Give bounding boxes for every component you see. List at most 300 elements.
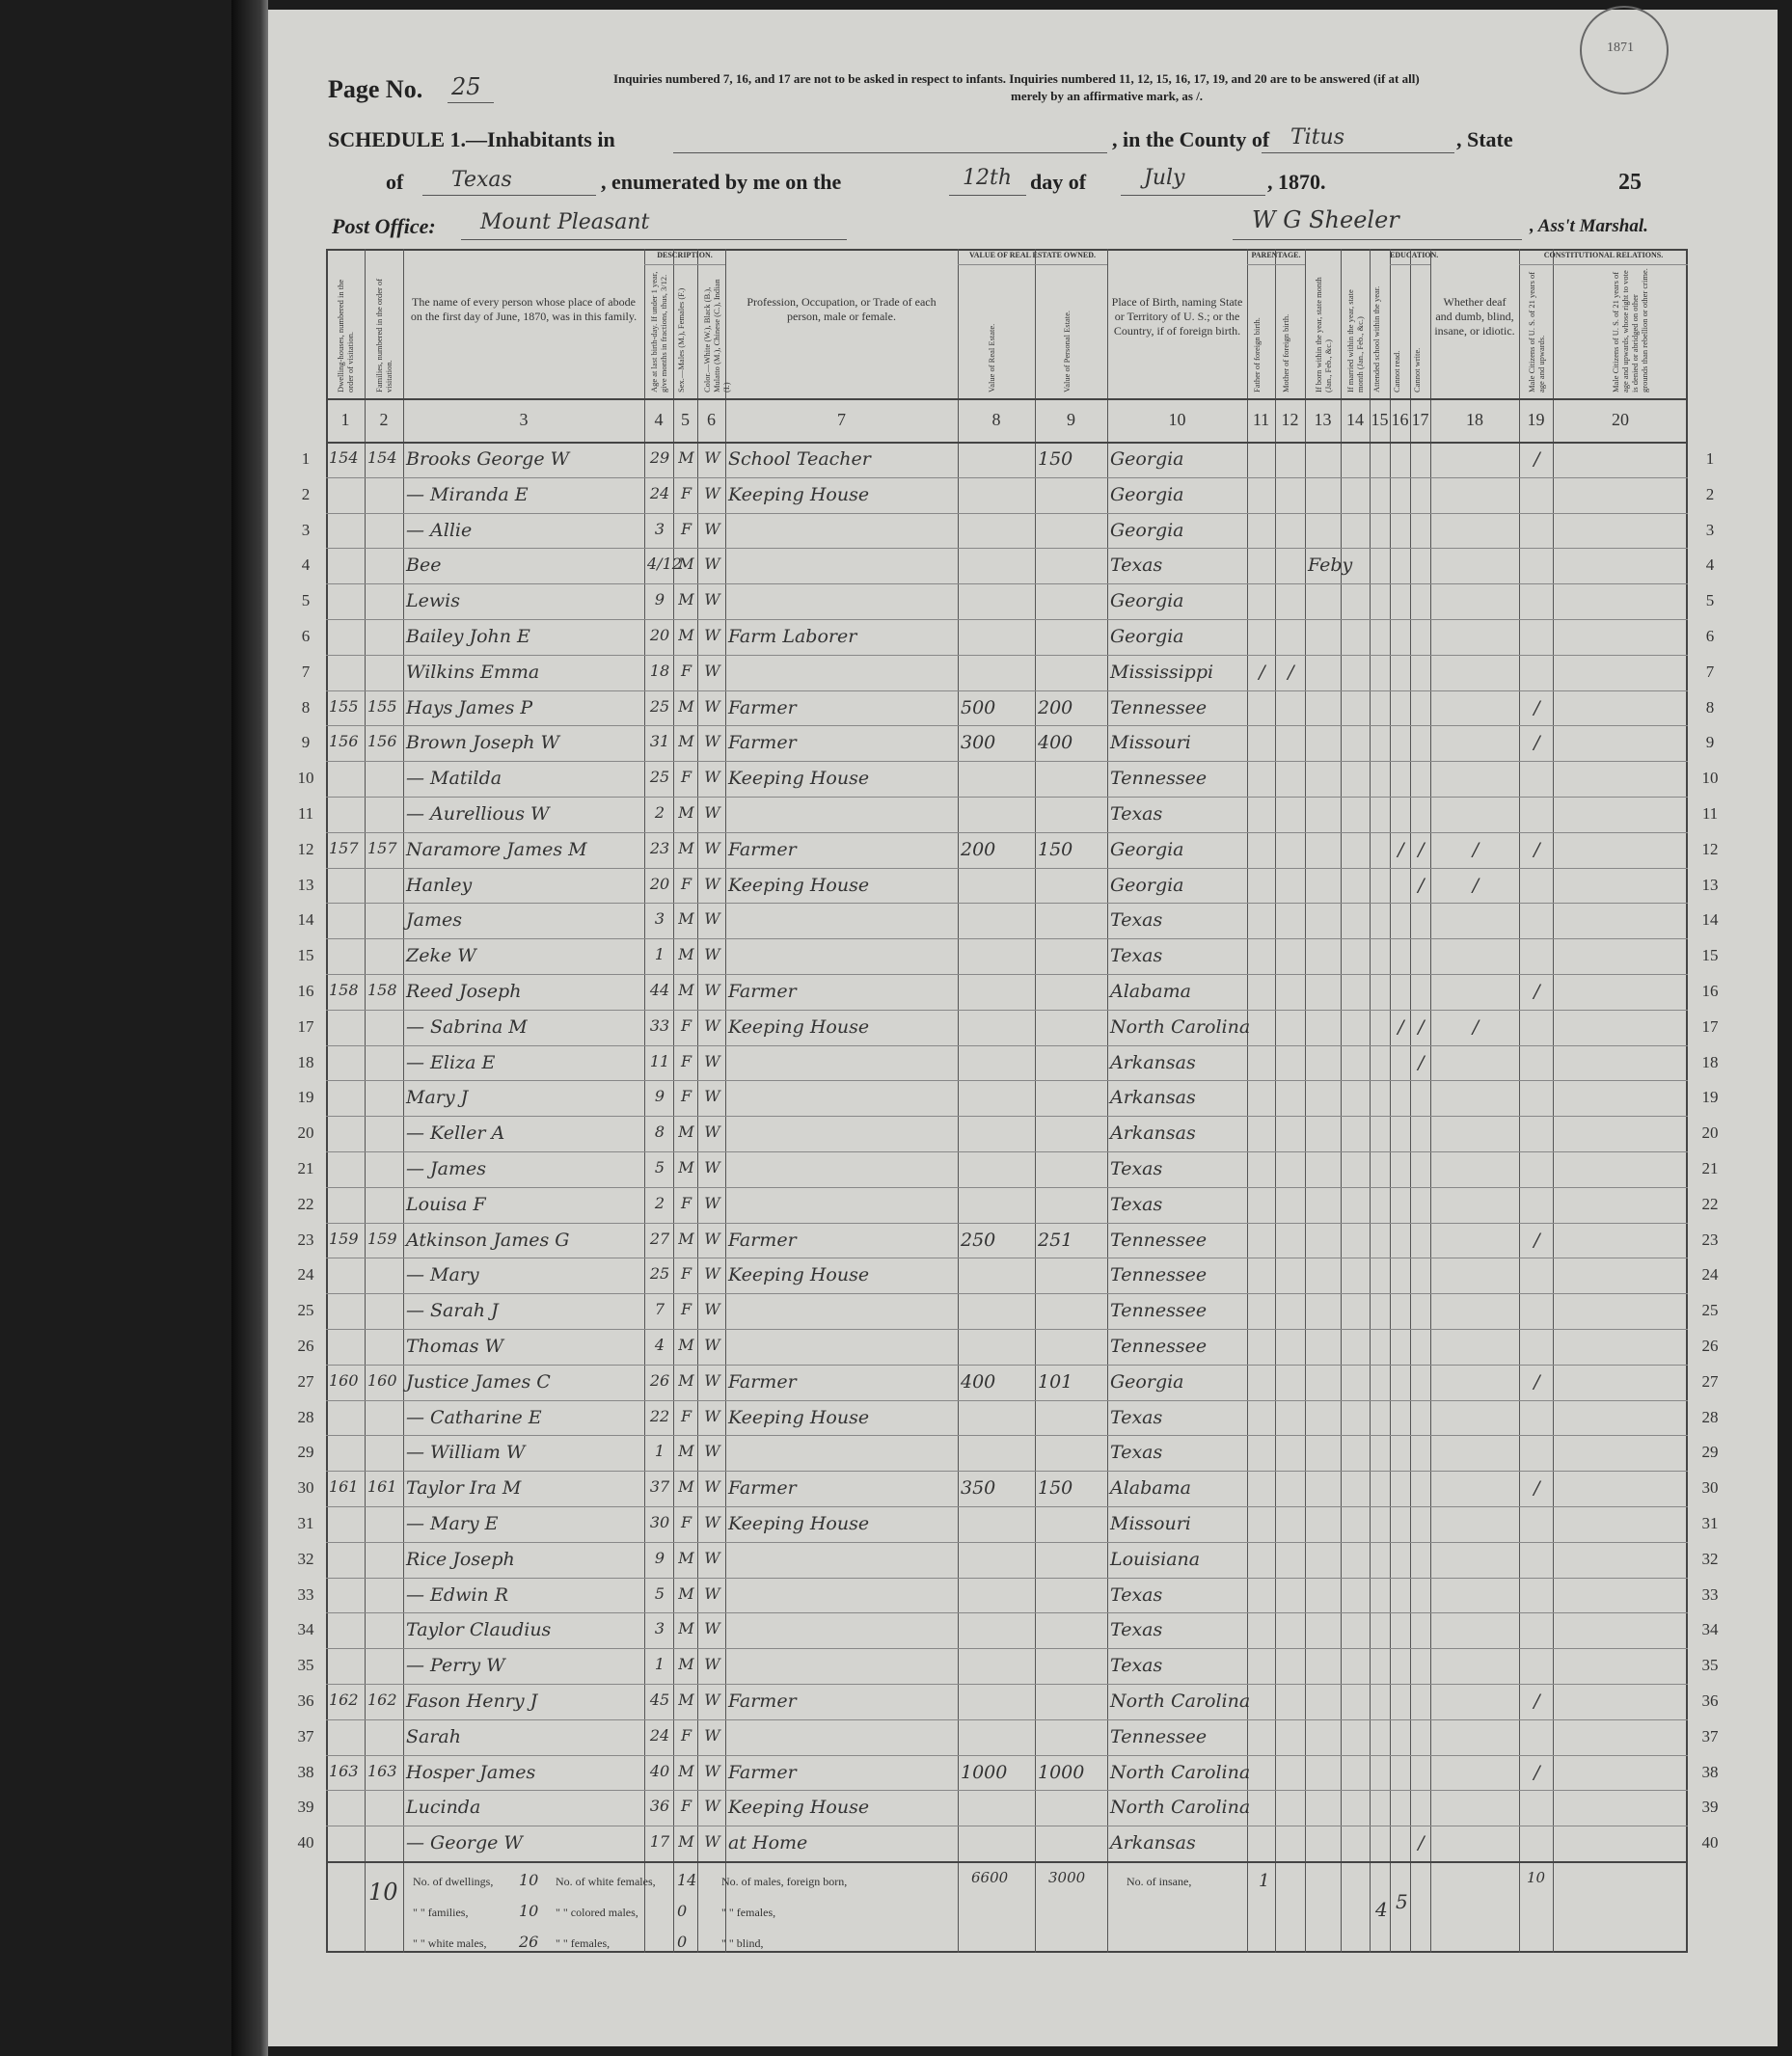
- birthplace: Georgia: [1110, 519, 1184, 541]
- color: W: [704, 1477, 720, 1497]
- color: W: [704, 874, 720, 893]
- sex: M: [678, 1761, 694, 1780]
- birthplace: Louisiana: [1110, 1548, 1201, 1570]
- row-number-right: 16: [1701, 982, 1719, 1000]
- occupation: Keeping House: [728, 1264, 870, 1286]
- sex: F: [680, 1300, 692, 1319]
- row-number-left: 16: [297, 982, 314, 1000]
- column-header-18: Whether deaf and dumb, blind, insane, or idiotic.: [1434, 295, 1515, 338]
- row-line: [326, 761, 1688, 762]
- real-estate-value: 350: [961, 1477, 996, 1500]
- row-line: [326, 725, 1688, 726]
- color: W: [704, 1336, 720, 1354]
- sex: M: [678, 838, 694, 857]
- person-name: Naramore James M: [406, 838, 587, 860]
- row-number-right: 27: [1701, 1371, 1719, 1391]
- age: 40: [649, 1761, 670, 1780]
- family-number: 163: [367, 1761, 397, 1780]
- personal-estate-value: 150: [1038, 838, 1073, 860]
- sex: M: [678, 1655, 694, 1674]
- real-estate-value: 500: [961, 696, 996, 718]
- person-name: Taylor Ira M: [406, 1477, 522, 1500]
- family-number: 162: [367, 1691, 397, 1709]
- age: 9: [654, 1087, 665, 1106]
- row-number-right: 12: [1701, 839, 1719, 858]
- column-number-6: 6: [707, 410, 716, 429]
- real-estate-value: 200: [961, 838, 996, 860]
- age: 11: [649, 1051, 670, 1070]
- row-line: [326, 1435, 1688, 1436]
- row-number-right: 14: [1701, 910, 1719, 930]
- family-number: 158: [367, 981, 397, 999]
- sex: M: [678, 1229, 694, 1248]
- row-number-right: 15: [1701, 946, 1719, 965]
- person-name: Atkinson James G: [406, 1229, 570, 1251]
- age: 1: [654, 945, 665, 964]
- row-line: [326, 1187, 1688, 1188]
- color: W: [704, 768, 720, 787]
- age: 5: [654, 1158, 665, 1177]
- column-header-14: If married within the year, state month (Jan., Feb., &c.): [1345, 289, 1365, 392]
- row-number-left: 33: [297, 1584, 314, 1604]
- sex: M: [678, 626, 694, 644]
- person-name: Mary J: [406, 1087, 469, 1109]
- citizen-mark: /: [1534, 1477, 1540, 1500]
- row-number-left: 26: [297, 1337, 314, 1355]
- row-number-left: 9: [301, 733, 311, 752]
- birthplace: Arkansas: [1110, 1123, 1196, 1145]
- sex: F: [680, 1406, 692, 1425]
- color: W: [704, 1264, 720, 1284]
- row-number-right: 23: [1701, 1230, 1719, 1249]
- occupation: Keeping House: [728, 1406, 870, 1428]
- group-header-constitutional: CONSTITUTIONAL RELATIONS.: [1543, 251, 1664, 259]
- disability-mark: /: [1472, 874, 1480, 896]
- row-number-right: 19: [1701, 1088, 1719, 1107]
- row-line: [326, 1578, 1688, 1579]
- row-line: [326, 1612, 1688, 1613]
- column-divider: [673, 249, 674, 1953]
- age: 25: [649, 768, 670, 787]
- color: W: [704, 519, 720, 538]
- age: 1: [654, 1442, 665, 1461]
- color: W: [704, 1725, 720, 1745]
- row-number-right: 28: [1701, 1407, 1719, 1426]
- age: 25: [649, 1264, 670, 1284]
- person-name: — Aurellious W: [406, 803, 550, 825]
- row-number-left: 3: [301, 520, 311, 539]
- dwelling-number: 155: [329, 696, 359, 716]
- birthplace: Missouri: [1110, 1513, 1191, 1534]
- birthplace: Texas: [1110, 909, 1163, 932]
- person-name: Hosper James: [406, 1761, 536, 1783]
- color: W: [704, 838, 720, 857]
- color: W: [704, 555, 720, 574]
- row-number-left: 1: [301, 449, 311, 468]
- color: W: [704, 1761, 720, 1780]
- footer-total-real-estate: 6600: [971, 1869, 1009, 1886]
- birthplace: Arkansas: [1110, 1087, 1196, 1109]
- group-header-line: [1247, 264, 1305, 265]
- birthplace: Texas: [1110, 1193, 1163, 1215]
- birthplace: Tennessee: [1110, 1300, 1208, 1322]
- enumerated-label: , enumerated by me on the: [601, 170, 842, 194]
- row-number-left: 20: [297, 1123, 314, 1143]
- row-number-right: 17: [1701, 1016, 1719, 1036]
- person-name: — Keller A: [406, 1123, 505, 1145]
- row-number-left: 17: [297, 1016, 314, 1036]
- real-estate-value: 1000: [961, 1761, 1008, 1783]
- group-header-line: [958, 264, 1107, 265]
- birthplace: Tennessee: [1110, 696, 1208, 718]
- birthplace: Georgia: [1110, 590, 1184, 612]
- disability-mark: /: [1472, 838, 1480, 860]
- person-name: Bee: [406, 555, 442, 577]
- row-number-left: 30: [297, 1478, 314, 1498]
- birthplace: Georgia: [1110, 1370, 1184, 1393]
- occupation: Keeping House: [728, 483, 870, 505]
- row-number-left: 15: [297, 946, 314, 965]
- column-divider: [1430, 249, 1431, 1953]
- row-line: [326, 1329, 1688, 1330]
- row-number-left: 11: [297, 804, 314, 823]
- birthplace: Georgia: [1110, 874, 1184, 896]
- birth-month: Feby: [1308, 555, 1353, 577]
- sex: M: [678, 945, 694, 964]
- column-number-1: 1: [340, 410, 350, 429]
- page-number-label: Page No.: [328, 75, 423, 103]
- occupation: Farmer: [728, 1229, 797, 1251]
- dwelling-number: 162: [329, 1691, 359, 1709]
- row-line: [326, 1365, 1688, 1366]
- sex: M: [678, 1477, 694, 1497]
- row-number-left: 31: [297, 1514, 314, 1532]
- birthplace: Texas: [1110, 1406, 1163, 1428]
- citizen-mark: /: [1534, 696, 1540, 718]
- row-number-right: 35: [1701, 1656, 1719, 1675]
- column-header-12: Mother of foreign birth.: [1280, 313, 1290, 392]
- row-line: [326, 619, 1688, 620]
- occupation: Farmer: [728, 981, 797, 1002]
- birthplace: North Carolina: [1110, 1797, 1251, 1819]
- group-header-line: [1519, 264, 1688, 265]
- row-number-left: 34: [297, 1620, 314, 1639]
- column-divider: [1035, 249, 1036, 1953]
- birthplace: Arkansas: [1110, 1051, 1196, 1073]
- group-header-parentage: PARENTAGE.: [1251, 251, 1301, 259]
- person-name: Fason Henry J: [406, 1691, 538, 1712]
- birthplace: Tennessee: [1110, 1229, 1208, 1251]
- scan-dark-edge: [231, 0, 268, 2056]
- inquiry-note-line-1: Inquiries numbered 7, 16, and 17 are not to be asked in respect to infants. Inquiries numbered 11, 12, 15, 16, 17, 19, and 20 are to be answered (if at all): [613, 71, 1420, 86]
- row-number-left: 25: [297, 1301, 314, 1320]
- row-line: [326, 1648, 1688, 1649]
- family-number: 154: [367, 448, 397, 467]
- group-header-description: DESCRIPTION.: [657, 251, 713, 259]
- row-line: [326, 1223, 1688, 1224]
- sex: M: [678, 803, 694, 822]
- sex: M: [678, 590, 694, 609]
- age: 8: [654, 1123, 665, 1142]
- birthplace: North Carolina: [1110, 1761, 1251, 1783]
- header-bottom-line: [326, 398, 1688, 400]
- row-line: [326, 832, 1688, 833]
- post-office-label: Post Office:: [332, 214, 436, 238]
- sex: F: [680, 519, 692, 538]
- sex: M: [678, 696, 694, 716]
- sex: M: [678, 1619, 694, 1638]
- birthplace: Tennessee: [1110, 1725, 1208, 1747]
- row-number-left: 27: [297, 1371, 314, 1391]
- row-number-right: 20: [1701, 1123, 1719, 1143]
- column-divider: [1370, 249, 1371, 1953]
- sex: M: [678, 448, 694, 467]
- row-number-right: 22: [1701, 1194, 1719, 1213]
- footer-education-total-16: 4: [1375, 1898, 1388, 1921]
- birthplace: Arkansas: [1110, 1832, 1196, 1854]
- row-line: [326, 477, 1688, 478]
- age: 9: [654, 1548, 665, 1567]
- row-number-right: 31: [1701, 1514, 1719, 1532]
- sex: M: [678, 1583, 694, 1603]
- column-header-3: The name of every person whose place of abode on the first day of June, 1870, was in this family.: [410, 295, 638, 323]
- row-number-right: 38: [1701, 1762, 1719, 1781]
- birthplace: Tennessee: [1110, 1336, 1208, 1357]
- color: W: [704, 483, 720, 502]
- row-number-left: 4: [301, 555, 311, 575]
- row-number-right: 10: [1701, 769, 1719, 788]
- row-line: [326, 548, 1688, 549]
- real-estate-value: 400: [961, 1370, 996, 1393]
- age: 44: [649, 981, 670, 999]
- row-line: [326, 1116, 1688, 1117]
- footer-tally-dwellings: 10: [368, 1879, 398, 1906]
- sex: M: [678, 555, 694, 574]
- row-number-left: 14: [297, 910, 314, 930]
- row-number-left: 35: [297, 1656, 314, 1675]
- row-number-right: 21: [1701, 1159, 1719, 1177]
- age: 3: [654, 519, 665, 538]
- color: W: [704, 945, 720, 964]
- row-line: [326, 1080, 1688, 1081]
- age: 4: [654, 1336, 665, 1354]
- sex: F: [680, 483, 692, 502]
- person-name: — George W: [406, 1832, 523, 1854]
- footer-total-personal-estate: 3000: [1048, 1869, 1086, 1886]
- person-name: Bailey John E: [406, 626, 530, 647]
- disability-mark: /: [1472, 1015, 1480, 1038]
- citizen-mark: /: [1534, 1370, 1540, 1393]
- real-estate-value: 300: [961, 732, 996, 754]
- row-number-left: 32: [297, 1549, 314, 1568]
- dwelling-number: 154: [329, 448, 359, 467]
- row-number-right: 30: [1701, 1478, 1719, 1498]
- column-number-9: 9: [1067, 410, 1075, 429]
- column-number-7: 7: [837, 410, 846, 429]
- age: 22: [649, 1406, 670, 1425]
- footer-dwellings-value: 10: [519, 1871, 539, 1889]
- color: W: [704, 732, 720, 751]
- color: W: [704, 1229, 720, 1248]
- person-name: — Mary: [406, 1264, 479, 1286]
- footer-colored-males-label: " " colored males,: [556, 1906, 638, 1919]
- page-number-right: 25: [1618, 170, 1642, 195]
- row-line: [326, 1151, 1688, 1152]
- row-number-right: 36: [1701, 1691, 1719, 1710]
- column-number-2: 2: [379, 410, 389, 429]
- row-number-left: 29: [297, 1443, 314, 1462]
- occupation: Keeping House: [728, 1513, 870, 1534]
- occupation: Farmer: [728, 1761, 797, 1783]
- row-number-left: 13: [297, 875, 314, 894]
- person-name: — Catharine E: [406, 1406, 542, 1428]
- footer-dwellings-label: No. of dwellings,: [413, 1875, 494, 1888]
- person-name: — Eliza E: [406, 1051, 496, 1073]
- row-number-left: 28: [297, 1407, 314, 1426]
- row-number-left: 36: [297, 1691, 314, 1710]
- footer-colored-females-label: " " females,: [556, 1936, 611, 1950]
- sex: M: [678, 981, 694, 999]
- row-number-right: 8: [1705, 697, 1715, 717]
- color: W: [704, 1015, 720, 1035]
- age: 17: [649, 1832, 670, 1852]
- person-name: — Perry W: [406, 1655, 505, 1677]
- row-number-right: 3: [1705, 520, 1715, 539]
- of-label: of: [386, 170, 404, 194]
- age: 2: [654, 803, 665, 822]
- sex: M: [678, 1832, 694, 1852]
- column-divider: [1275, 249, 1276, 1953]
- age: 4/12: [647, 555, 682, 574]
- page-number-value: 25: [451, 73, 481, 100]
- citizen-mark: /: [1534, 1229, 1540, 1251]
- archive-stamp: [1580, 6, 1669, 95]
- sex: M: [678, 1442, 694, 1461]
- occupation: Keeping House: [728, 768, 870, 790]
- row-number-right: 24: [1701, 1265, 1719, 1285]
- state-value: Texas: [451, 168, 512, 192]
- column-header-20: Male Citizens of U. S. of 21 years of age and upwards, whose right to vote is denied or abridged on other grounds than rebellion or other crime.: [1611, 268, 1649, 392]
- footer-females-label: " " females,: [721, 1906, 776, 1919]
- column-divider: [958, 249, 959, 1953]
- row-line: [326, 1471, 1688, 1472]
- occupation: Keeping House: [728, 874, 870, 896]
- row-number-right: 26: [1701, 1337, 1719, 1355]
- column-header-9: Value of Personal Estate.: [1061, 311, 1072, 392]
- row-number-left: 8: [301, 697, 311, 717]
- cannot-write-mark: /: [1418, 838, 1425, 860]
- citizen-mark: /: [1534, 732, 1540, 754]
- color: W: [704, 1691, 720, 1709]
- row-number-right: 34: [1701, 1620, 1719, 1639]
- footer-education-total-17: 5: [1396, 1890, 1408, 1913]
- column-number-11: 11: [1252, 410, 1270, 429]
- personal-estate-value: 150: [1038, 448, 1073, 470]
- color: W: [704, 1619, 720, 1638]
- row-number-right: 39: [1701, 1798, 1719, 1817]
- color: W: [704, 1158, 720, 1177]
- column-divider: [1553, 249, 1554, 1953]
- column-header-19: Male Citizens of U. S. of 21 years of age and upwards.: [1526, 271, 1546, 392]
- person-name: Hays James P: [406, 696, 533, 718]
- person-name: Zeke W: [406, 945, 476, 967]
- sex: M: [678, 1336, 694, 1354]
- birthplace: Georgia: [1110, 626, 1184, 647]
- county-value: Titus: [1290, 125, 1345, 149]
- birthplace: Texas: [1110, 1583, 1163, 1606]
- color: W: [704, 981, 720, 999]
- sex: M: [678, 1548, 694, 1567]
- enumeration-month: July: [1144, 166, 1185, 190]
- person-name: Reed Joseph: [406, 981, 522, 1002]
- age: 1: [654, 1655, 665, 1674]
- birthplace: Texas: [1110, 803, 1163, 825]
- birthplace: Texas: [1110, 555, 1163, 577]
- age: 36: [649, 1797, 670, 1816]
- column-header-7: Profession, Occupation, or Trade of each person, male or female.: [747, 295, 937, 323]
- person-name: — William W: [406, 1442, 526, 1464]
- row-line: [326, 1293, 1688, 1294]
- row-line: [326, 974, 1688, 975]
- age: 2: [654, 1193, 665, 1212]
- color: W: [704, 1087, 720, 1106]
- row-number-left: 38: [297, 1762, 314, 1781]
- row-number-right: 37: [1701, 1726, 1719, 1745]
- person-name: — James: [406, 1158, 486, 1179]
- dwelling-number: 156: [329, 732, 359, 751]
- age: 24: [649, 1725, 670, 1745]
- birthplace: Missouri: [1110, 732, 1191, 754]
- person-name: Lewis: [406, 590, 460, 612]
- day-of-label: day of: [1030, 170, 1087, 194]
- column-header-2: Families, numbered in the order of visitation.: [374, 278, 394, 392]
- sex: F: [680, 1725, 692, 1745]
- age: 26: [649, 1370, 670, 1390]
- person-name: Sarah: [406, 1725, 461, 1747]
- birthplace: Alabama: [1110, 981, 1191, 1002]
- sex: M: [678, 909, 694, 929]
- cannot-read-mark: /: [1398, 838, 1404, 860]
- person-name: — Sabrina M: [406, 1015, 528, 1038]
- row-number-right: 25: [1701, 1301, 1719, 1320]
- citizen-mark: /: [1534, 1761, 1540, 1783]
- person-name: Lucinda: [406, 1797, 481, 1819]
- row-line: [326, 1755, 1688, 1756]
- row-number-left: 10: [297, 769, 314, 788]
- cannot-write-mark: /: [1418, 1051, 1425, 1073]
- age: 27: [649, 1229, 670, 1248]
- occupation: Keeping House: [728, 1797, 870, 1819]
- column-divider: [1390, 249, 1391, 1953]
- group-header-real_estate: VALUE OF REAL ESTATE OWNED.: [968, 251, 1097, 259]
- column-divider: [644, 249, 645, 1953]
- mother-foreign-mark: /: [1288, 661, 1294, 683]
- row-number-right: 4: [1705, 555, 1715, 575]
- color: W: [704, 590, 720, 609]
- footer-families-label: " " families,: [413, 1906, 469, 1919]
- occupation: Farmer: [728, 1477, 797, 1500]
- column-number-line: [326, 442, 1688, 444]
- dwelling-number: 161: [329, 1477, 359, 1497]
- row-number-left: 21: [297, 1159, 314, 1177]
- sex: M: [678, 1370, 694, 1390]
- column-number-14: 14: [1346, 410, 1364, 429]
- occupation: Farmer: [728, 1370, 797, 1393]
- person-name: — Mary E: [406, 1513, 499, 1534]
- column-divider: [697, 249, 698, 1953]
- age: 3: [654, 909, 665, 929]
- row-number-left: 6: [301, 627, 311, 645]
